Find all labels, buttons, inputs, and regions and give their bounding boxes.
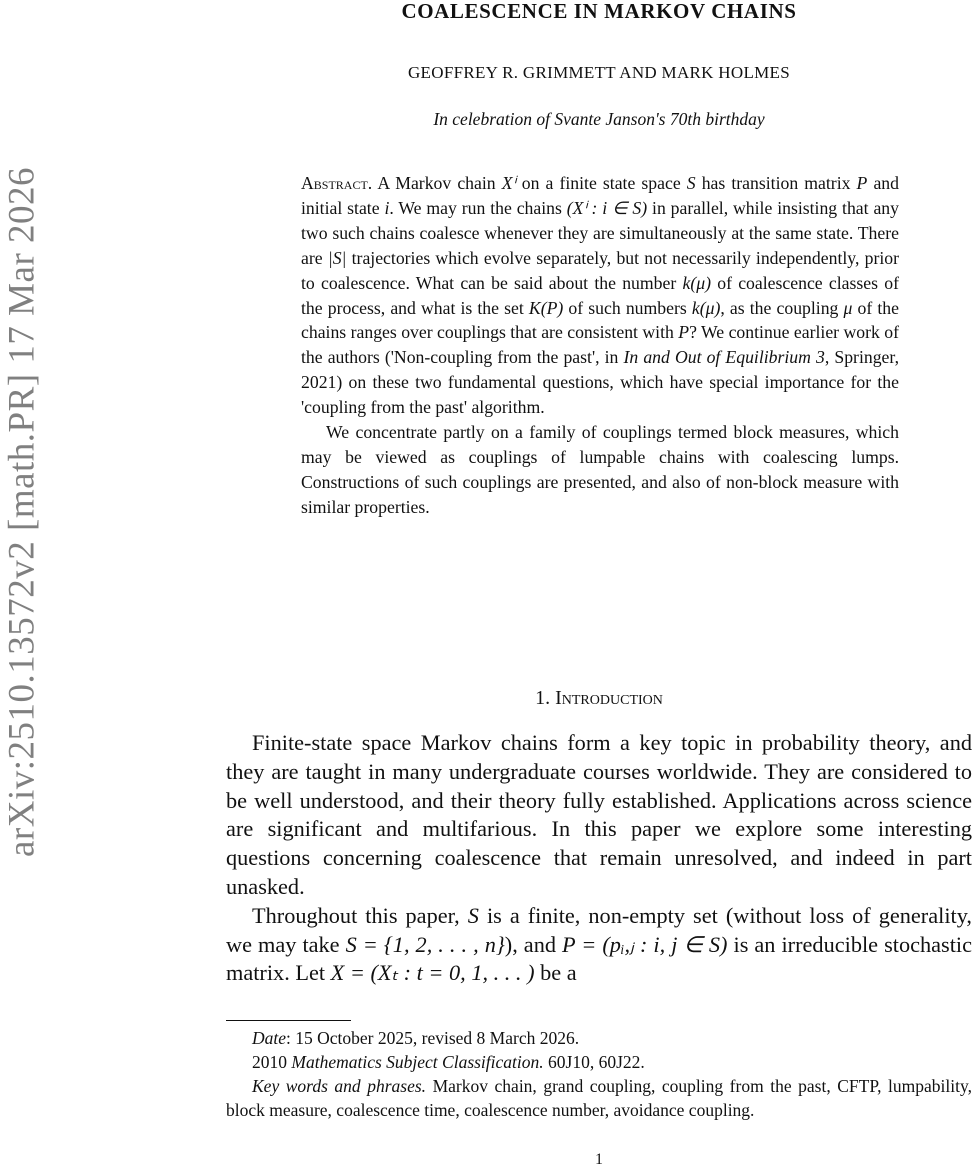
- math-S-body: S: [467, 902, 479, 928]
- paper-title: COALESCENCE IN MARKOV CHAINS: [401, 0, 797, 23]
- dedication: In celebration of Svante Janson's 70th birthday: [433, 109, 765, 129]
- abstract: [301, 171, 899, 520]
- math-Xi: Xⁱ: [501, 173, 516, 193]
- footnote-date: Date: 15 October 2025, revised 8 March 2026.: [252, 1028, 580, 1048]
- keywords-label: Key words and phrases.: [252, 1076, 427, 1096]
- footnote-keywords: Key words and phrases. Markov chain, grand coupling, coupling from the past, CFTP, lumpability, block measure, coalescence time, coalescence number, avoidance coupling.: [226, 1076, 972, 1120]
- footnote-msc: 2010 Mathematics Subject Classification. 60J10, 60J22.: [252, 1052, 645, 1072]
- abstract-label: Abstract.: [301, 173, 373, 193]
- math-K-P: K(P): [528, 297, 564, 318]
- abstract-paragraph-1: Abstract. A Markov chain Xⁱ on a finite state space S has transition matrix P and initial state i. We may run the chains (Xⁱ : i ∈ S) in parallel, while insisting that any two such chains coalesce whenever they are simultaneously at the same state. There are |S| trajectories which evolve separately, but not necessarily independently, prior to coalescence. What can be said about the number k(μ) of coalescence classes of the process, and what is the set K(P) of such numbers k(μ), as the coupling μ of the chains ranges over couplings that are consistent with P? We continue earlier work of the authors ('Non-coupling from the past', in In and Out of Equilibrium 3, Springer, 2021) on these two fundamental questions, which have special importance for the 'coupling from the past' algorithm.: [301, 173, 900, 418]
- arxiv-identifier-stamp: [0, 0, 44, 1168]
- section-name: Introduction: [555, 687, 663, 709]
- math-mu: μ: [843, 297, 853, 318]
- math-card-S: |S|: [327, 247, 347, 268]
- arxiv-id-text: arXiv:2510.13572v2 [math.PR] 17 Mar 2026: [1, 166, 43, 858]
- abstract-paragraph-2: We concentrate partly on a family of couplings termed block measures, which may be viewed as couplings of lumpable chains with coalescing lumps. Constructions of such couplings are presented, and also of non-block measure with similar properties.: [301, 422, 899, 517]
- date-label: Date: [252, 1028, 287, 1048]
- math-P: P: [856, 173, 868, 193]
- math-P-definition: P = (pᵢ,ⱼ : i, j ∈ S): [562, 931, 728, 957]
- math-X-definition: X = (Xₜ : t = 0, 1, . . . ): [330, 960, 535, 986]
- msc-label: Mathematics Subject Classification.: [291, 1052, 544, 1072]
- math-k-mu: k(μ): [682, 272, 711, 293]
- section-heading-introduction: [226, 687, 972, 710]
- introduction-body: [226, 729, 972, 988]
- math-P-2: P: [678, 322, 690, 343]
- book-title: In and Out of Equilibrium 3: [623, 347, 825, 368]
- body-paragraph-1: Finite-state space Markov chains form a key topic in probability theory, and they are taught in many undergraduate courses worldwide. They are considered to be well understood, and their theory fully established. Applications across science are significant and multifarious. In this paper we explore some interesting questions concerning coalescence that remain unresolved, and indeed in part unasked.: [226, 730, 972, 899]
- section-number: 1.: [535, 687, 551, 709]
- math-k-mu-2: k(μ): [691, 297, 721, 318]
- footnotes: [226, 1026, 972, 1122]
- math-i: i: [384, 197, 390, 218]
- body-paragraph-2: Throughout this paper, S is a finite, non-empty set (without loss of generality, we may take S = {1, 2, . . . , n}), and P = (pᵢ,ⱼ : i, j ∈ S) is an irreducible stochastic matrix. Let X = (Xₜ : t = 0, 1, . . . ) be a: [226, 902, 973, 986]
- math-S-definition: S = {1, 2, . . . , n}: [345, 931, 505, 957]
- paper-authors: GEOFFREY R. GRIMMETT AND MARK HOLMES: [407, 63, 790, 82]
- math-S: S: [686, 173, 696, 193]
- footnote-rule: [226, 1020, 351, 1021]
- page-number: 1: [595, 1151, 603, 1168]
- math-chains-family: (Xⁱ : i ∈ S): [566, 197, 648, 218]
